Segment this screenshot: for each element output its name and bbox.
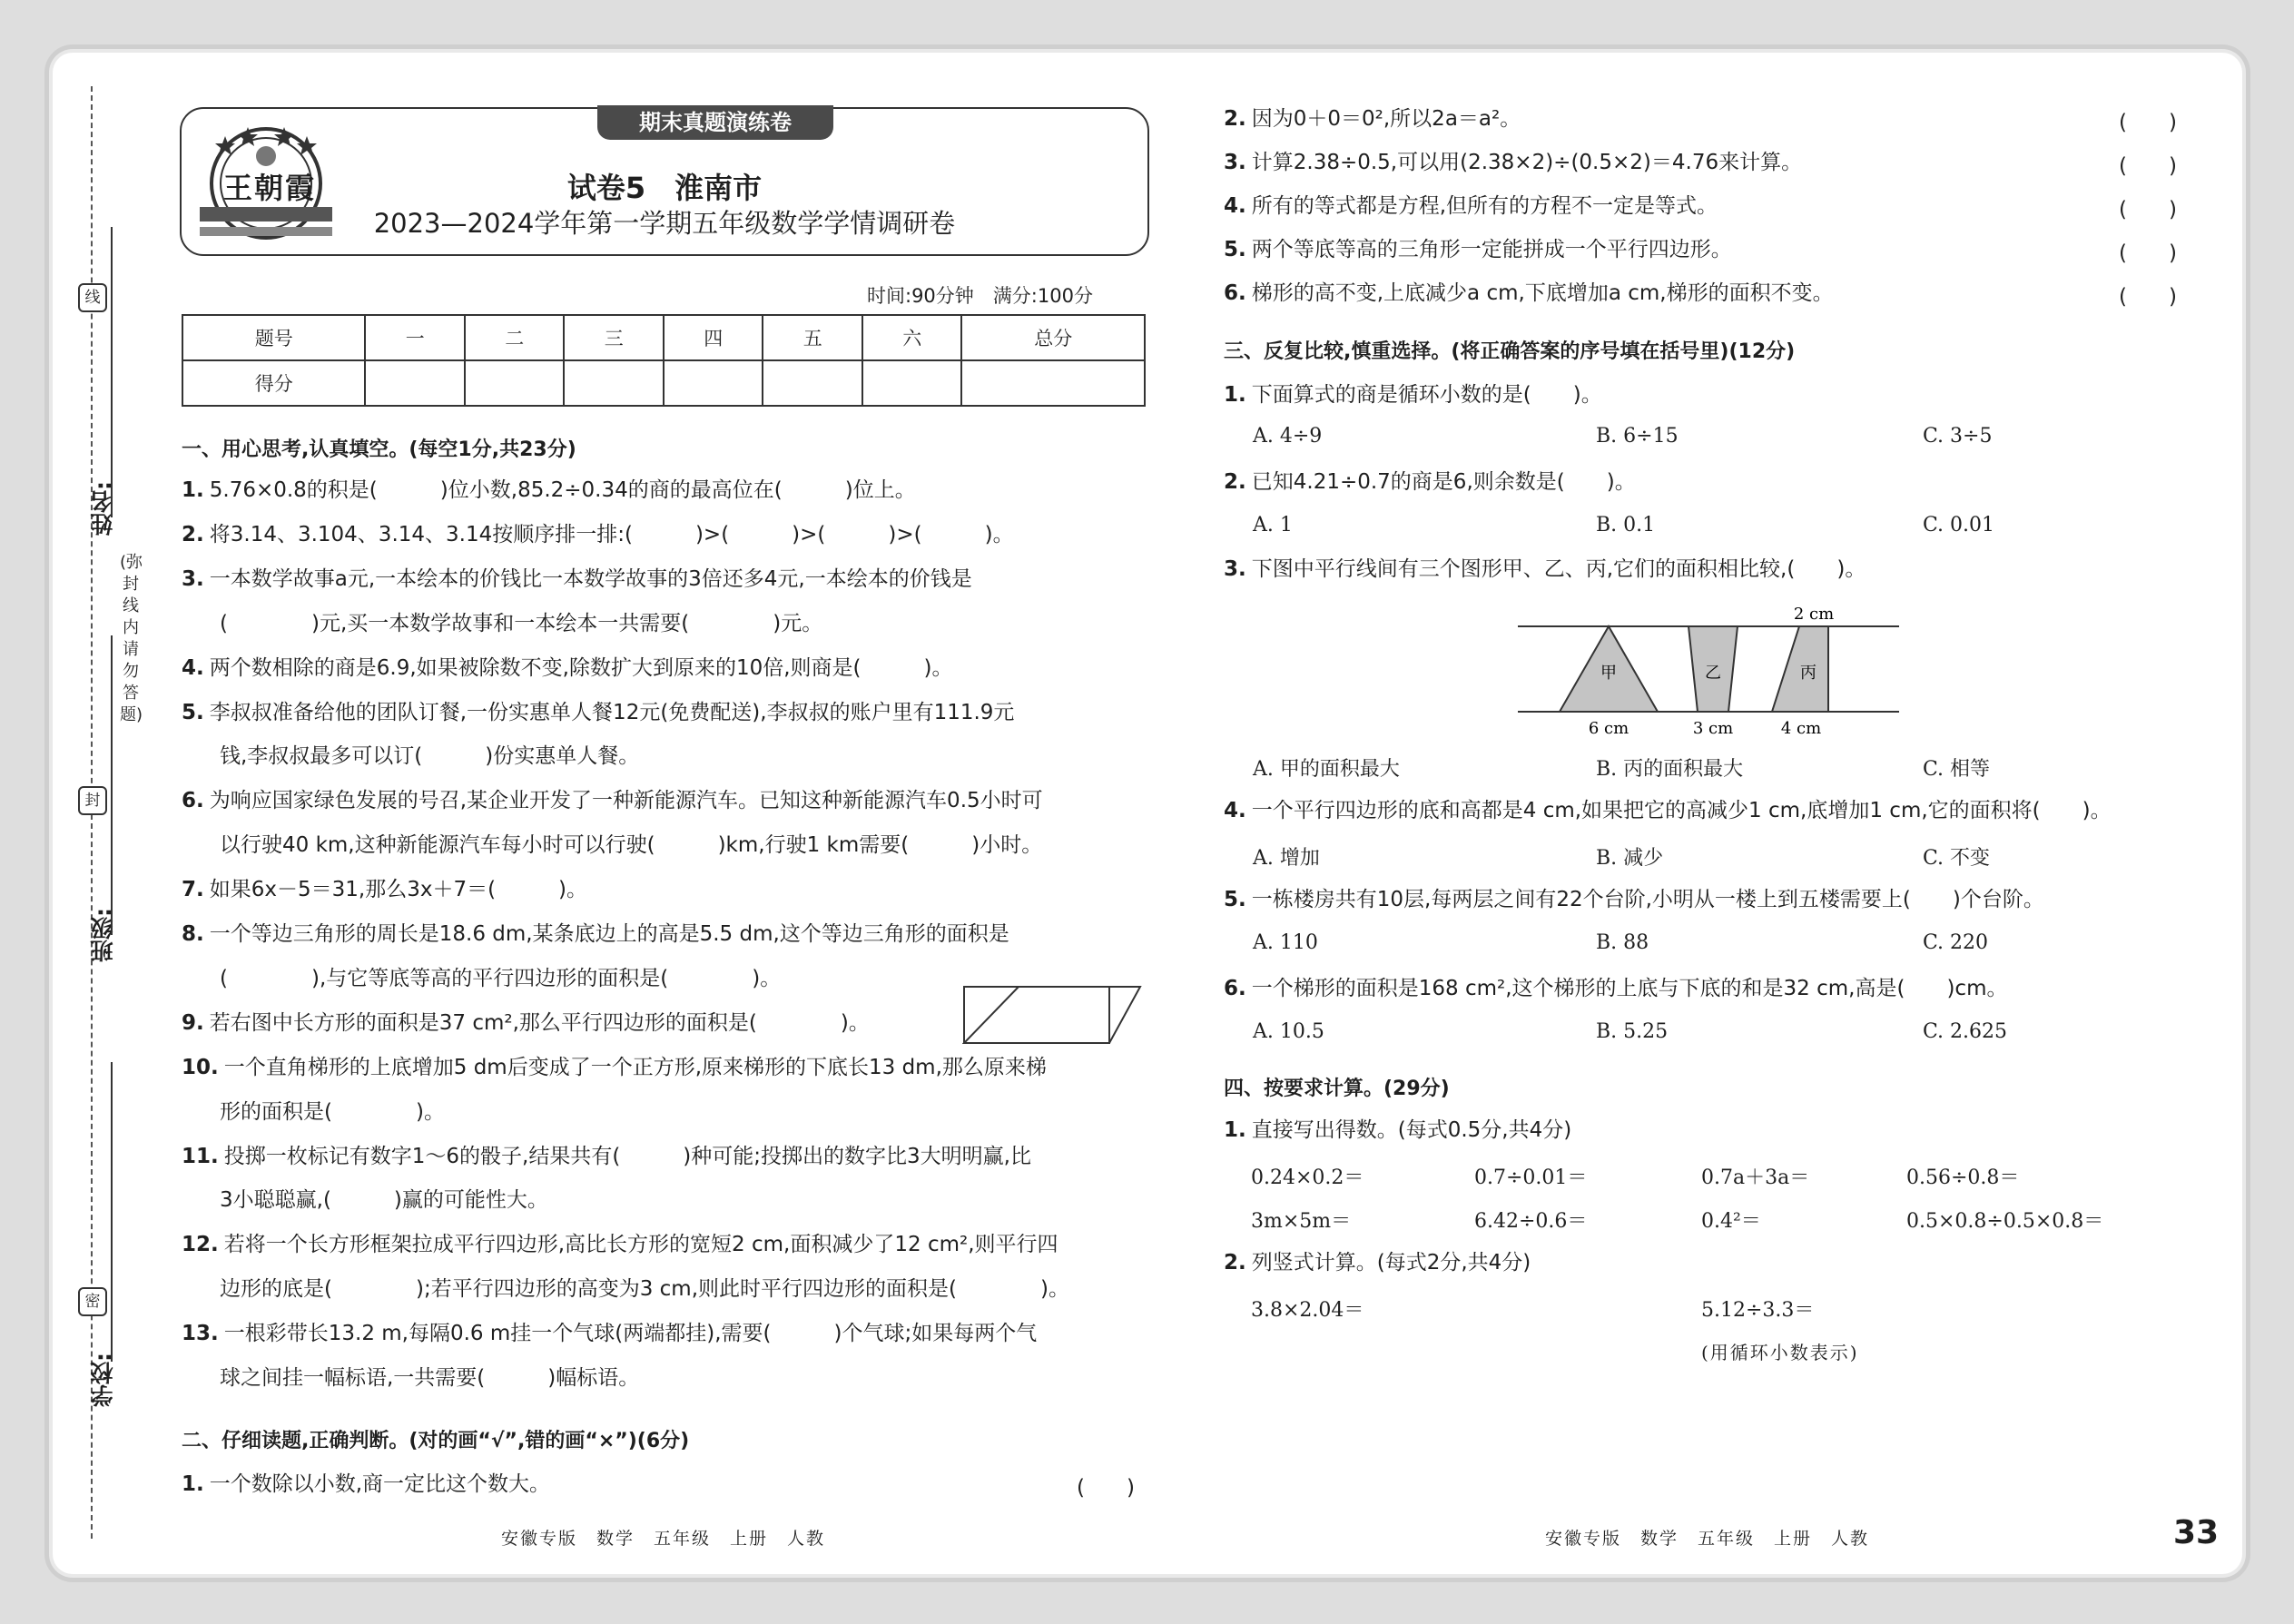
item-text: 李叔叔准备给他的团队订餐,一份实惠单人餐12元(免费配送),李叔叔的账户里有111.9元 xyxy=(209,700,1015,724)
item-text: 一个等边三角形的周长是18.6 dm,某条底边上的高是5.5 dm,这个等边三角形的面积是 xyxy=(209,922,1009,946)
name-field[interactable] xyxy=(111,227,113,517)
score-cell[interactable] xyxy=(564,360,664,406)
item-number: 2. xyxy=(1224,470,1246,494)
fill-blank-line xyxy=(182,1231,1058,1258)
item-number: 2. xyxy=(1224,107,1246,131)
score-cell[interactable] xyxy=(961,360,1145,406)
parallelogram-figure xyxy=(962,985,1144,1045)
section3-heading: 三、反复比较,慎重选择。(将正确答案的序号填在括号里)(12分) xyxy=(1224,340,1796,363)
section1-heading: 一、用心思考,认真填空。(每空1分,共23分) xyxy=(182,438,576,461)
seal-char-line: 线 xyxy=(78,283,107,312)
judge-item-5 xyxy=(1224,236,1732,263)
item-number: 1. xyxy=(1224,1118,1246,1142)
item-text: 将3.14、3.104、3.14、3.14按顺序排一排:( )>( )>( )>( )。 xyxy=(209,522,1014,546)
page-number: 33 xyxy=(2173,1514,2220,1551)
item-number: 2. xyxy=(1224,1251,1246,1275)
option-a[interactable]: A. 4÷9 xyxy=(1253,425,1323,448)
option-a[interactable]: A. 甲的面积最大 xyxy=(1253,758,1400,781)
shape-label-bing: 丙 xyxy=(1800,664,1816,683)
judge-item-2 xyxy=(1224,105,1521,133)
item-text: 形的面积是( )。 xyxy=(220,1099,445,1124)
section2-heading: 二、仔细读题,正确判断。(对的画“√”,错的画“×”)(6分) xyxy=(182,1430,690,1452)
seal-char-seal: 封 xyxy=(78,786,107,815)
fill-blank-line xyxy=(214,965,781,992)
option-b[interactable]: B. 5.25 xyxy=(1596,1020,1669,1043)
table-cell: 总分 xyxy=(961,315,1145,360)
item-text: 一根彩带长13.2 m,每隔0.6 m挂一个气球(两端都挂),需要( )个气球;如果每两个气 xyxy=(223,1322,1038,1346)
exam-title: 试卷5 淮南市 xyxy=(566,171,763,205)
item-number: 7. xyxy=(182,878,204,902)
item-text: 已知4.21÷0.7的商是6,则余数是( )。 xyxy=(1251,470,1636,494)
shape-label-jia: 甲 xyxy=(1600,664,1617,683)
choice-q6 xyxy=(1224,975,2007,1002)
score-table-row xyxy=(182,360,1145,406)
vertical-calc-note: (用循环小数表示) xyxy=(1701,1342,1859,1363)
header-tab: 期末真题演练卷 xyxy=(597,105,833,140)
item-text: 为响应国家绿色发展的号召,某企业开发了一种新能源汽车。已知这种新能源汽车0.5小时可 xyxy=(209,789,1043,813)
vertical-calc-1: 3.8×2.04＝ xyxy=(1251,1299,1364,1322)
score-cell[interactable] xyxy=(365,360,465,406)
option-b[interactable]: B. 88 xyxy=(1596,931,1649,954)
fill-blank-line xyxy=(182,521,1014,548)
calc-item: 0.7÷0.01＝ xyxy=(1474,1166,1588,1189)
item-text: 列竖式计算。(每式2分,共4分) xyxy=(1251,1251,1531,1275)
calc-item: 0.4²＝ xyxy=(1701,1210,1761,1233)
option-b[interactable]: B. 0.1 xyxy=(1596,514,1656,536)
item-text: 边形的底是( );若平行四边形的高变为3 cm,则此时平行四边形的面积是( )。 xyxy=(220,1277,1069,1302)
dim-label-yi: 3 cm xyxy=(1692,719,1734,738)
item-text: 两个数相除的商是6.9,如果被除数不变,除数扩大到原来的10倍,则商是( )。 xyxy=(209,655,953,680)
logo-text: 王朝霞 xyxy=(223,171,317,205)
item-number: 4. xyxy=(1224,799,1246,822)
table-cell: 一 xyxy=(365,315,465,360)
seal-char-secret: 密 xyxy=(78,1287,107,1316)
fill-blank-line xyxy=(214,743,639,770)
score-cell[interactable] xyxy=(664,360,763,406)
judge-item-3 xyxy=(1224,149,1802,176)
fill-blank-line xyxy=(182,699,1014,726)
fill-blank-line xyxy=(214,1364,639,1392)
binding-note: (弥封线内请勿答题) xyxy=(120,553,143,724)
option-b[interactable]: B. 6÷15 xyxy=(1596,425,1679,448)
score-cell[interactable] xyxy=(465,360,565,406)
score-table-row xyxy=(182,315,1145,360)
answer-paren[interactable]: ( ) xyxy=(2119,241,2177,265)
fill-blank-line xyxy=(182,566,972,593)
option-a[interactable]: A. 1 xyxy=(1253,514,1293,536)
table-cell: 题号 xyxy=(182,315,365,360)
item-text: 计算2.38÷0.5,可以用(2.38×2)÷(0.5×2)＝4.76来计算。 xyxy=(1251,151,1803,174)
answer-paren[interactable]: ( ) xyxy=(1077,1476,1135,1500)
item-text: 所有的等式都是方程,但所有的方程不一定是等式。 xyxy=(1251,194,1718,218)
option-b[interactable]: B. 减少 xyxy=(1596,847,1664,870)
calc-item: 0.56÷0.8＝ xyxy=(1906,1166,2020,1189)
option-c[interactable]: C. 2.625 xyxy=(1923,1020,2008,1043)
calc-item: 6.42÷0.6＝ xyxy=(1474,1210,1588,1233)
item-text: 一本数学故事a元,一本绘本的价钱比一本数学故事的3倍还多4元,一本绘本的价钱是 xyxy=(209,566,972,591)
fill-blank-line xyxy=(214,832,1042,859)
exam-header xyxy=(180,107,1149,256)
answer-paren[interactable]: ( ) xyxy=(2119,198,2177,221)
dim-label-bing: 4 cm xyxy=(1780,719,1822,738)
item-text: 一个梯形的面积是168 cm²,这个梯形的上底与下底的和是32 cm,高是( )cm。 xyxy=(1251,977,2008,1000)
item-number: 3. xyxy=(1224,557,1246,581)
calc-item: 0.24×0.2＝ xyxy=(1251,1166,1364,1189)
answer-paren[interactable]: ( ) xyxy=(2119,111,2177,134)
choice-q1 xyxy=(1224,381,1602,408)
judge-item-4 xyxy=(1224,192,1718,220)
exam-subtitle: 2023—2024学年第一学期五年级数学学情调研卷 xyxy=(373,208,956,239)
fill-blank-line xyxy=(182,787,1043,814)
option-c[interactable]: C. 220 xyxy=(1923,931,1989,954)
table-cell: 三 xyxy=(564,315,664,360)
fill-blank-line xyxy=(182,1320,1037,1347)
choice-q3 xyxy=(1224,556,1866,583)
footer-left: 安徽专版 数学 五年级 上册 人教 xyxy=(501,1529,826,1549)
item-text: 下面算式的商是循环小数的是( )。 xyxy=(1251,383,1602,407)
item-text: 一个平行四边形的底和高都是4 cm,如果把它的高减少1 cm,底增加1 cm,它的面积将( )。 xyxy=(1251,799,2112,822)
table-cell: 六 xyxy=(862,315,962,360)
school-label: 学校: xyxy=(90,1353,116,1407)
item-text: 3小聪聪赢,( )赢的可能性大。 xyxy=(220,1188,548,1213)
class-label: 班级: xyxy=(90,908,116,962)
item-number: 5. xyxy=(1224,238,1246,261)
fill-blank-line xyxy=(182,1143,1031,1170)
fill-blank-line xyxy=(182,1009,870,1037)
item-text: 5.76×0.8的积是( )位小数,85.2÷0.34的商的最高位在( )位上。 xyxy=(209,478,916,502)
choice-q2 xyxy=(1224,468,1636,496)
item-number: 13. xyxy=(182,1322,219,1346)
table-cell: 二 xyxy=(465,315,565,360)
item-text: 一个直角梯形的上底增加5 dm后变成了一个正方形,原来梯形的下底长13 dm,那么原来梯 xyxy=(223,1055,1047,1079)
item-text: 因为0＋0＝0²,所以2a＝a²。 xyxy=(1251,107,1521,131)
fill-blank-line xyxy=(182,655,952,682)
item-number: 6. xyxy=(1224,977,1246,1000)
item-number: 12. xyxy=(182,1233,219,1257)
class-field[interactable] xyxy=(111,635,113,935)
vertical-calc-2: 5.12÷3.3＝ xyxy=(1701,1299,1815,1322)
item-number: 2. xyxy=(182,522,204,546)
school-field[interactable] xyxy=(111,1062,113,1362)
option-b[interactable]: B. 丙的面积最大 xyxy=(1596,758,1744,781)
calc-item: 3m×5m＝ xyxy=(1251,1210,1352,1233)
option-a[interactable]: A. 110 xyxy=(1253,931,1318,954)
item-number: 1. xyxy=(182,478,204,502)
option-c[interactable]: C. 不变 xyxy=(1923,847,1991,870)
name-label: 姓名: xyxy=(90,481,116,536)
item-number: 1. xyxy=(182,1472,204,1496)
table-cell: 得分 xyxy=(182,360,365,406)
calc-item: 0.5×0.8÷0.5×0.8＝ xyxy=(1906,1210,2104,1233)
item-text: 投掷一枚标记有数字1～6的骰子,结果共有( )种可能;投掷出的数字比3大明明赢,比 xyxy=(223,1144,1031,1168)
option-a[interactable]: A. 10.5 xyxy=(1253,1020,1324,1043)
table-cell: 五 xyxy=(763,315,862,360)
fill-blank-line xyxy=(214,1275,1069,1303)
item-number: 4. xyxy=(182,655,204,680)
shape-label-yi: 乙 xyxy=(1705,664,1721,683)
item-text: 钱,李叔叔最多可以订( )份实惠单人餐。 xyxy=(220,744,640,769)
item-number: 5. xyxy=(182,700,204,724)
item-text: 以行驶40 km,这种新能源汽车每小时可以行驶( )km,行驶1 km需要( )小时。 xyxy=(220,833,1043,858)
fill-blank-line xyxy=(214,1098,445,1126)
item-text: 若将一个长方形框架拉成平行四边形,高比长方形的宽短2 cm,面积减少了12 cm²,则平行四 xyxy=(223,1233,1058,1257)
calc-part1 xyxy=(1224,1117,1571,1144)
item-text: 一栋楼房共有10层,每两层之间有22个台阶,小明从一楼上到五楼需要上( )个台阶。 xyxy=(1251,888,2044,911)
item-number: 3. xyxy=(182,566,204,591)
item-number: 6. xyxy=(1224,281,1246,305)
section4-heading: 四、按要求计算。(29分) xyxy=(1224,1078,1450,1100)
score-cell[interactable] xyxy=(763,360,862,406)
answer-paren[interactable]: ( ) xyxy=(2119,285,2177,309)
footer-right: 安徽专版 数学 五年级 上册 人教 xyxy=(1545,1529,1870,1549)
item-number: 3. xyxy=(1224,151,1246,174)
table-cell: 四 xyxy=(664,315,763,360)
item-text: 两个等底等高的三角形一定能拼成一个平行四边形。 xyxy=(1251,238,1732,261)
parallel-shapes-figure xyxy=(1518,601,1899,746)
item-text: 一个数除以小数,商一定比这个数大。 xyxy=(209,1472,551,1496)
option-c[interactable]: C. 3÷5 xyxy=(1923,425,1993,448)
item-text: 若右图中长方形的面积是37 cm²,那么平行四边形的面积是( )。 xyxy=(209,1010,870,1035)
item-text: 球之间挂一幅标语,一共需要( )幅标语。 xyxy=(220,1366,640,1390)
option-c[interactable]: C. 相等 xyxy=(1923,758,1991,781)
choice-q4 xyxy=(1224,797,2112,824)
option-a[interactable]: A. 增加 xyxy=(1253,847,1320,870)
time-score-info: 时间:90分钟 满分:100分 xyxy=(867,285,1093,307)
item-text: ( )元,买一本数学故事和一本绘本一共需要( )元。 xyxy=(220,611,823,635)
item-number: 9. xyxy=(182,1010,204,1035)
item-number: 11. xyxy=(182,1144,219,1168)
item-number: 1. xyxy=(1224,383,1246,407)
answer-paren[interactable]: ( ) xyxy=(2119,154,2177,178)
fill-blank-line xyxy=(214,610,822,637)
item-number: 10. xyxy=(182,1055,219,1079)
item-text: 如果6x－5＝31,那么3x＋7＝( )。 xyxy=(209,878,588,902)
calc-part2 xyxy=(1224,1249,1531,1276)
dim-label-jia: 6 cm xyxy=(1588,719,1629,738)
item-text: ( ),与它等底等高的平行四边形的面积是( )。 xyxy=(220,966,782,990)
answer-area[interactable] xyxy=(1244,1371,2161,1498)
item-number: 4. xyxy=(1224,194,1246,218)
item-number: 8. xyxy=(182,922,204,946)
fill-blank-line xyxy=(182,1054,1047,1081)
fill-blank-line xyxy=(182,477,916,504)
judge-item-6 xyxy=(1224,280,1834,307)
choice-q5 xyxy=(1224,886,2044,913)
score-cell[interactable] xyxy=(862,360,962,406)
item-number: 5. xyxy=(1224,888,1246,911)
dim-label-top: 2 cm xyxy=(1793,605,1835,624)
item-text: 直接写出得数。(每式0.5分,共4分) xyxy=(1251,1118,1572,1142)
item-number: 6. xyxy=(182,789,204,813)
score-table xyxy=(182,314,1146,407)
fill-blank-line xyxy=(214,1186,548,1214)
item-text: 下图中平行线间有三个图形甲、乙、丙,它们的面积相比较,( )。 xyxy=(1251,557,1866,581)
item-text: 梯形的高不变,上底减少a cm,下底增加a cm,梯形的面积不变。 xyxy=(1251,281,1834,305)
fill-blank-line xyxy=(182,876,587,903)
judge-item-1 xyxy=(182,1471,550,1498)
calc-item: 0.7a＋3a＝ xyxy=(1701,1166,1810,1189)
fill-blank-line xyxy=(182,920,1009,948)
option-c[interactable]: C. 0.01 xyxy=(1923,514,1995,536)
